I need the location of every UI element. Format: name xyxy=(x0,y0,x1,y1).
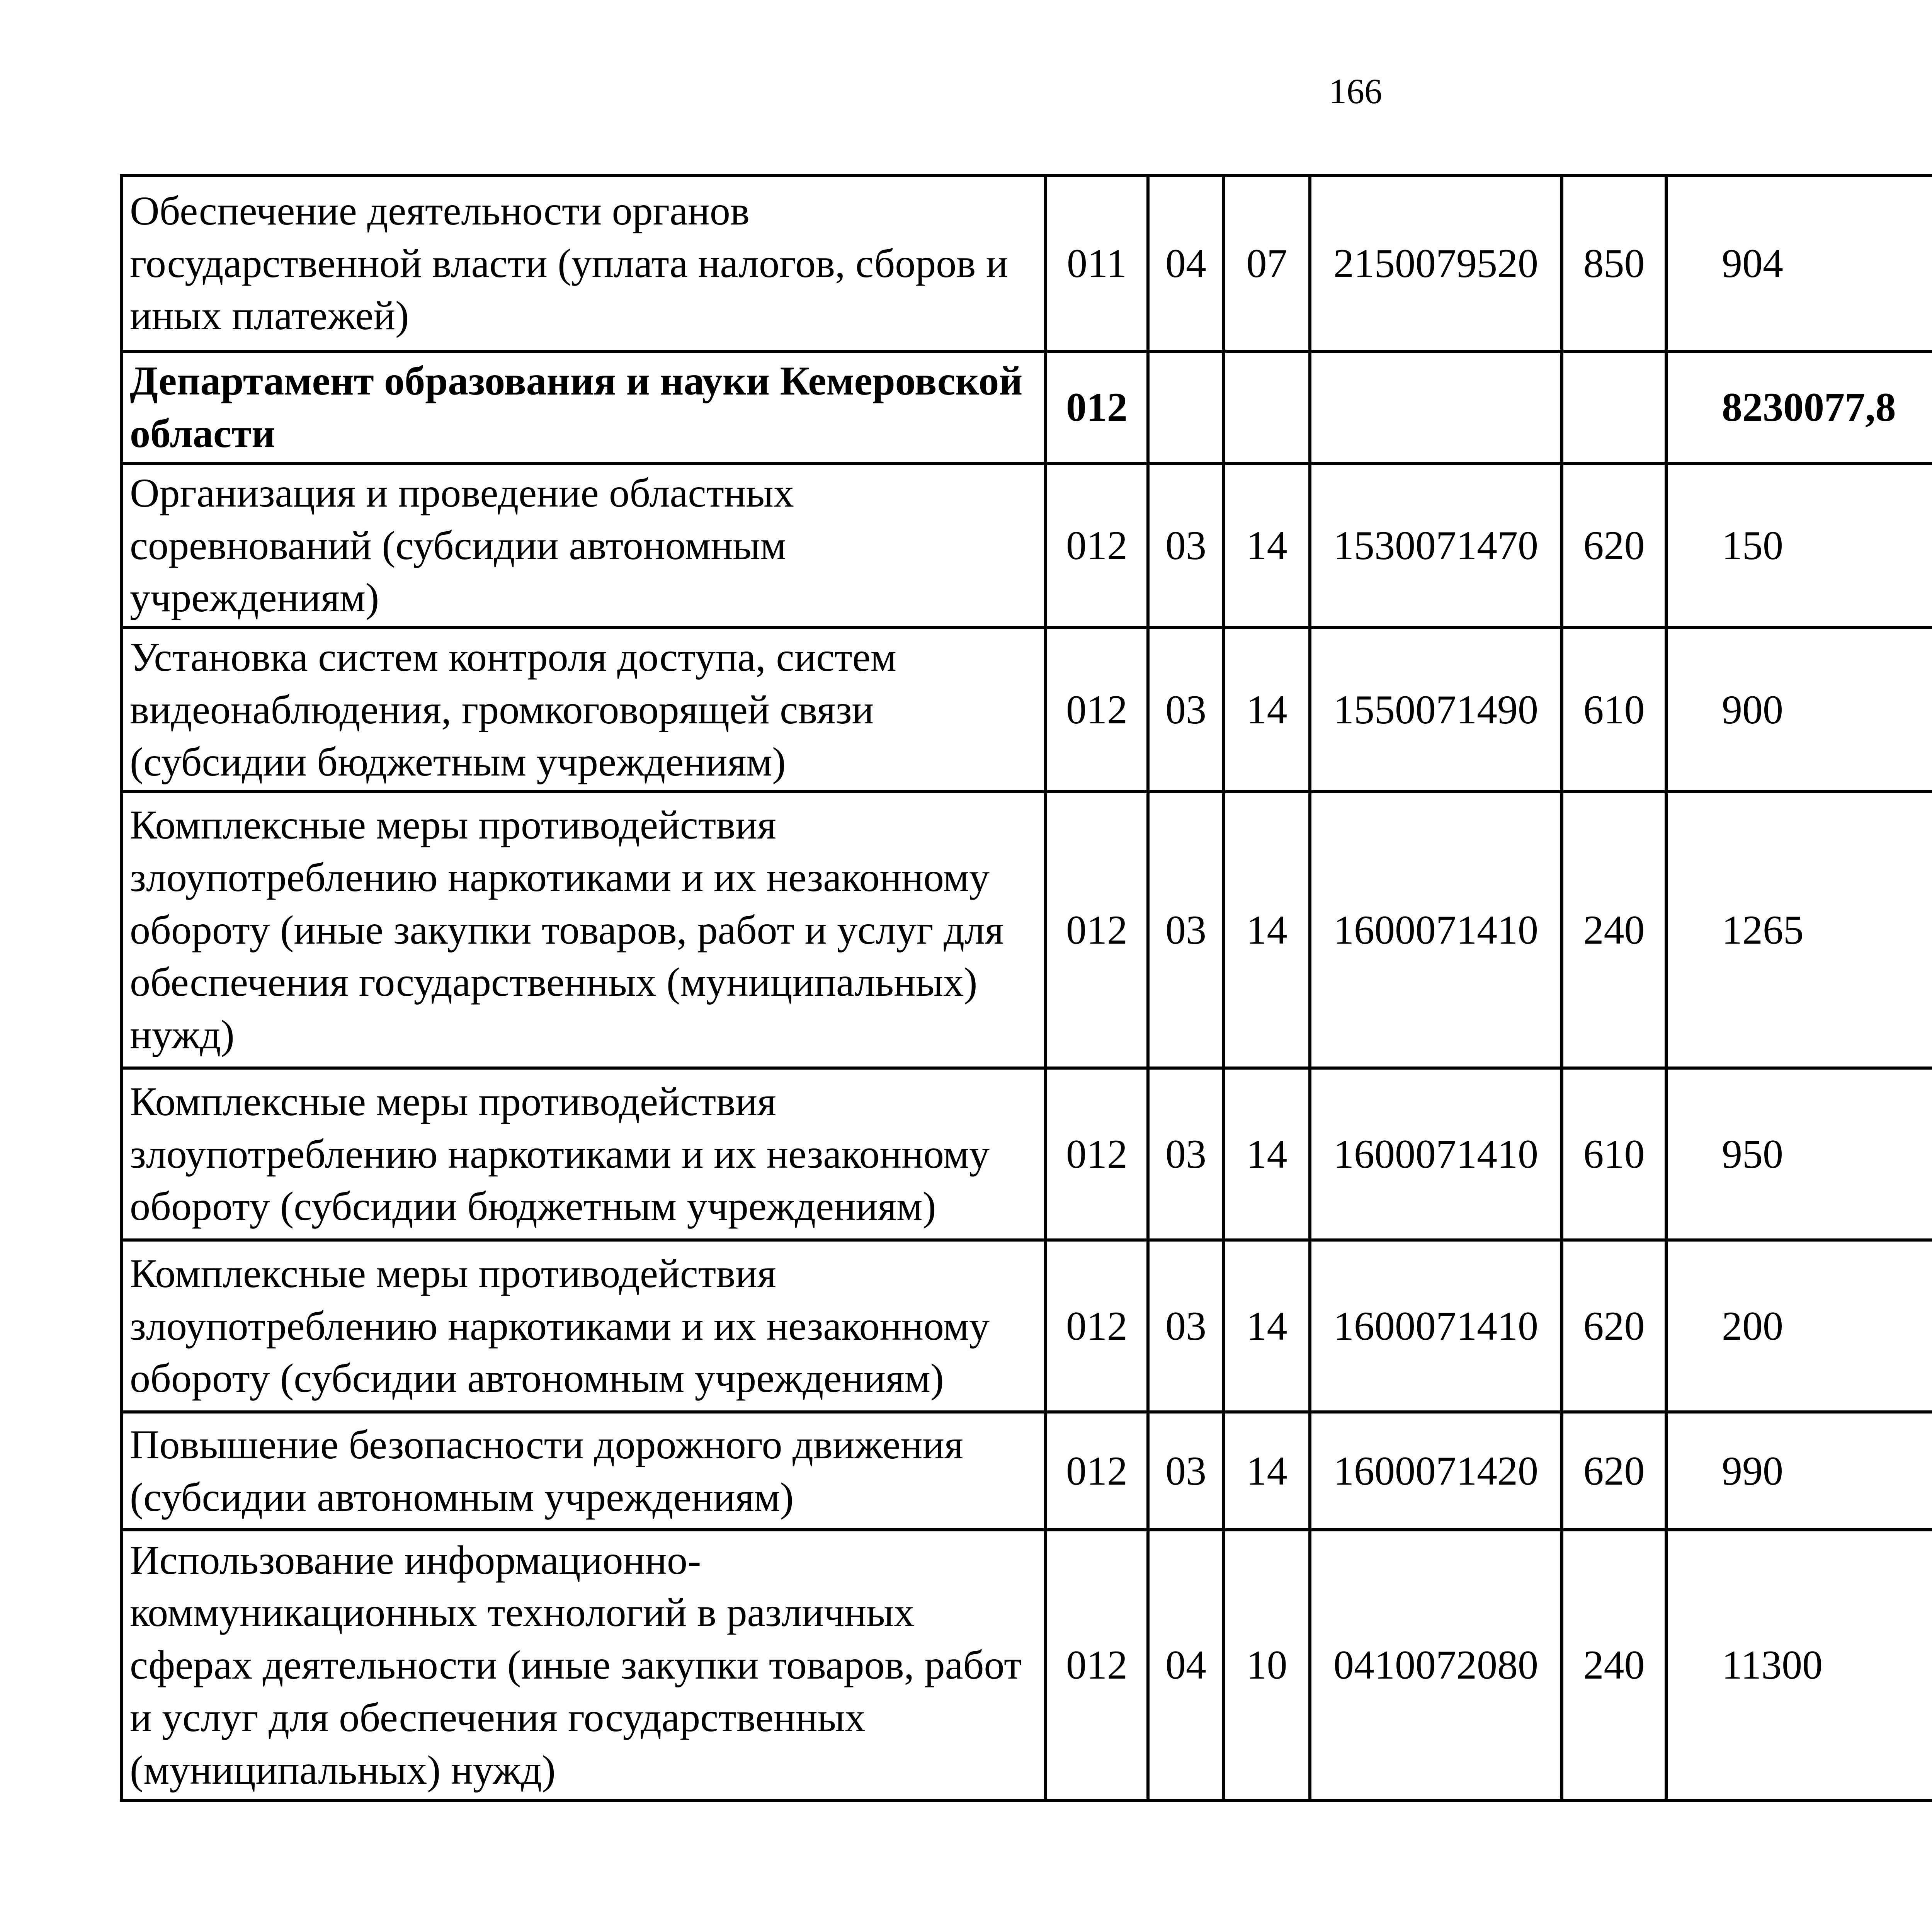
amount-year-1: 11300 xyxy=(1666,1530,1932,1800)
ministry-code: 012 xyxy=(1046,792,1148,1068)
section-code: 04 xyxy=(1148,1530,1224,1800)
subsection-code: 14 xyxy=(1224,1240,1310,1412)
row-name: Организация и проведение областных соревнований (субсидии автономным учреждениям) xyxy=(121,463,1046,628)
section-code: 03 xyxy=(1148,1240,1224,1412)
section-code: 04 xyxy=(1148,175,1224,351)
table-row xyxy=(121,351,1932,463)
table-row xyxy=(121,1412,1932,1530)
section-code: 03 xyxy=(1148,792,1224,1068)
amount-year-1: 150 xyxy=(1666,463,1932,628)
subsection-code: 14 xyxy=(1224,463,1310,628)
subsection-code: 07 xyxy=(1224,175,1310,351)
amount-year-1: 200 xyxy=(1666,1240,1932,1412)
amount-year-1: 904 xyxy=(1666,175,1932,351)
expense-type-code: 610 xyxy=(1562,1068,1666,1240)
table-row xyxy=(121,1530,1932,1800)
table-row xyxy=(121,628,1932,792)
table-row xyxy=(121,1068,1932,1240)
row-name: Обеспечение деятельности органов государственной власти (уплата налогов, сборов и иных платежей) xyxy=(121,175,1046,351)
subsection-code: 14 xyxy=(1224,1412,1310,1530)
amount-year-1: 1265 xyxy=(1666,792,1932,1068)
subsection-code: 14 xyxy=(1224,792,1310,1068)
target-article-code xyxy=(1310,351,1562,463)
ministry-code: 012 xyxy=(1046,463,1148,628)
subsection-code: 14 xyxy=(1224,1068,1310,1240)
table-row xyxy=(121,463,1932,628)
subsection-code: 14 xyxy=(1224,628,1310,792)
target-article-code: 1600071420 xyxy=(1310,1412,1562,1530)
target-article-code: 1530071470 xyxy=(1310,463,1562,628)
table-row xyxy=(121,1240,1932,1412)
target-article-code: 2150079520 xyxy=(1310,175,1562,351)
target-article-code: 1600071410 xyxy=(1310,1240,1562,1412)
expense-type-code: 620 xyxy=(1562,1240,1666,1412)
ministry-code: 011 xyxy=(1046,175,1148,351)
section-code: 03 xyxy=(1148,463,1224,628)
row-name: Комплексные меры противодействия злоупотреблению наркотиками и их незаконному обороту (субсидии бюджетным учреждениям) xyxy=(121,1068,1046,1240)
ministry-code: 012 xyxy=(1046,1240,1148,1412)
subsection-code: 10 xyxy=(1224,1530,1310,1800)
target-article-code: 1550071490 xyxy=(1310,628,1562,792)
expense-type-code xyxy=(1562,351,1666,463)
row-name: Департамент образования и науки Кемеровской области xyxy=(121,351,1046,463)
amount-year-1: 8230077,8 xyxy=(1666,351,1932,463)
row-name: Использование информационно-коммуникационных технологий в различных сферах деятельности (иные закупки товаров, работ и услуг для обеспечения государственных (муниципальных) нужд) xyxy=(121,1530,1046,1800)
expense-type-code: 850 xyxy=(1562,175,1666,351)
amount-year-1: 950 xyxy=(1666,1068,1932,1240)
row-name: Комплексные меры противодействия злоупотреблению наркотиками и их незаконному обороту (иные закупки товаров, работ и услуг для обеспечения государственных (муниципальных) нужд) xyxy=(121,792,1046,1068)
expense-type-code: 610 xyxy=(1562,628,1666,792)
amount-year-1: 900 xyxy=(1666,628,1932,792)
page-number: 166 xyxy=(1329,71,1382,111)
section-code xyxy=(1148,351,1224,463)
section-code: 03 xyxy=(1148,1412,1224,1530)
section-code: 03 xyxy=(1148,628,1224,792)
expense-type-code: 240 xyxy=(1562,1530,1666,1800)
row-name: Повышение безопасности дорожного движения (субсидии автономным учреждениям) xyxy=(121,1412,1046,1530)
ministry-code: 012 xyxy=(1046,1530,1148,1800)
table-row xyxy=(121,792,1932,1068)
budget-table xyxy=(120,174,1932,1802)
ministry-code: 012 xyxy=(1046,1068,1148,1240)
row-name: Комплексные меры противодействия злоупотреблению наркотиками и их незаконному обороту (субсидии автономным учреждениям) xyxy=(121,1240,1046,1412)
subsection-code xyxy=(1224,351,1310,463)
amount-year-1: 990 xyxy=(1666,1412,1932,1530)
expense-type-code: 620 xyxy=(1562,1412,1666,1530)
row-name: Установка систем контроля доступа, систем видеонаблюдения, громкоговорящей связи (субсидии бюджетным учреждениям) xyxy=(121,628,1046,792)
expense-type-code: 240 xyxy=(1562,792,1666,1068)
target-article-code: 0410072080 xyxy=(1310,1530,1562,1800)
ministry-code: 012 xyxy=(1046,628,1148,792)
target-article-code: 1600071410 xyxy=(1310,792,1562,1068)
expense-type-code: 620 xyxy=(1562,463,1666,628)
table-row xyxy=(121,175,1932,351)
ministry-code: 012 xyxy=(1046,351,1148,463)
target-article-code: 1600071410 xyxy=(1310,1068,1562,1240)
ministry-code: 012 xyxy=(1046,1412,1148,1530)
section-code: 03 xyxy=(1148,1068,1224,1240)
